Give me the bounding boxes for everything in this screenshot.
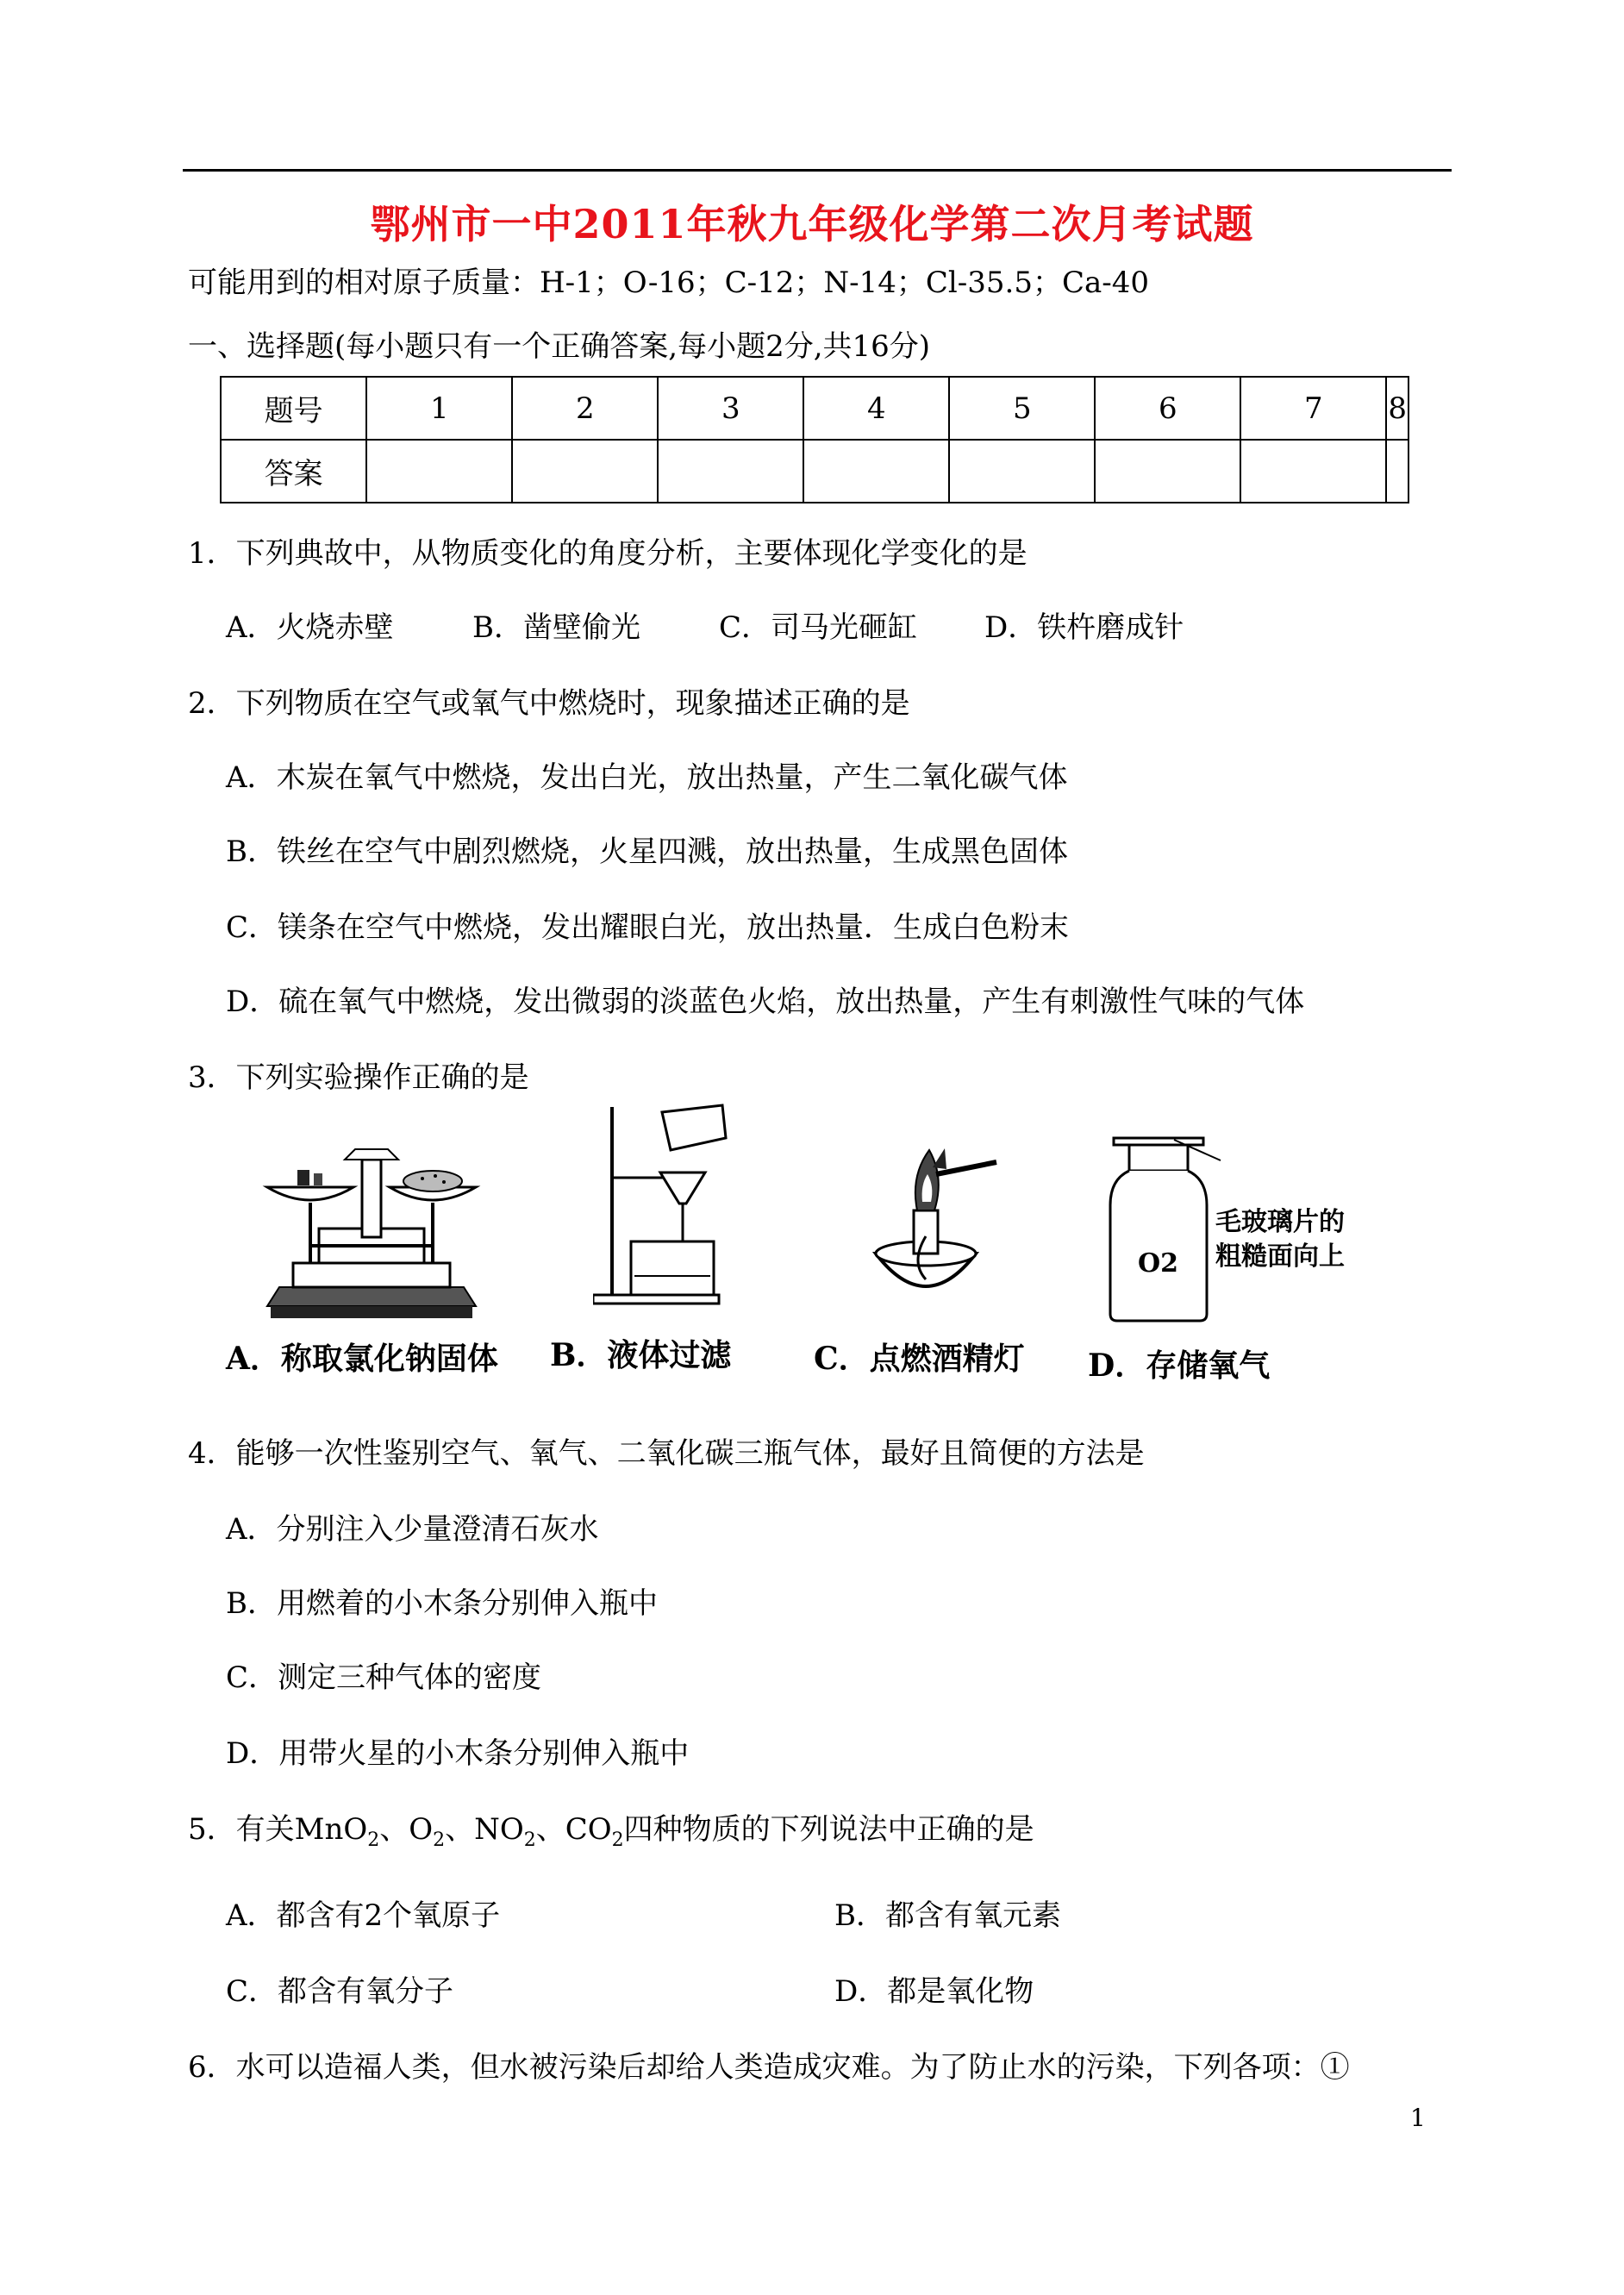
table-cell: 1 bbox=[366, 377, 512, 440]
pointer-line bbox=[1172, 1138, 1224, 1164]
q2-option-c: C．镁条在空气中燃烧，发出耀眼白光，放出热量．生成白色粉末 bbox=[226, 910, 1070, 945]
answer-table bbox=[220, 376, 1409, 503]
table-cell: 7 bbox=[1240, 377, 1386, 440]
page-number: 1 bbox=[1410, 2104, 1426, 2132]
question-3-stem: 3．下列实验操作正确的是 bbox=[188, 1060, 529, 1095]
top-rule bbox=[183, 169, 1452, 172]
q1-option-a: A．火烧赤壁 bbox=[226, 610, 394, 645]
table-cell: 3 bbox=[658, 377, 803, 440]
answer-cell[interactable] bbox=[949, 440, 1095, 503]
alcohol-lamp-figure bbox=[850, 1124, 1002, 1319]
answer-cell[interactable] bbox=[803, 440, 949, 503]
q4-option-d: D．用带火星的小木条分别伸入瓶中 bbox=[226, 1736, 690, 1771]
section-heading: 一、选择题(每小题只有一个正确答案,每小题2分,共16分) bbox=[188, 329, 931, 364]
page-title: 鄂州市一中2011年秋九年级化学第二次月考试题 bbox=[370, 201, 1254, 247]
answer-cell[interactable] bbox=[366, 440, 512, 503]
balance-scale-figure bbox=[259, 1134, 484, 1325]
q2-option-b: B．铁丝在空气中剧烈燃烧，火星四溅，放出热量，生成黑色固体 bbox=[226, 835, 1068, 869]
q5-option-a: A．都含有2个氧原子 bbox=[226, 1898, 501, 1933]
question-1-stem: 1．下列典故中，从物质变化的角度分析，主要体现化学变化的是 bbox=[188, 536, 1027, 571]
q2-option-a: A．木炭在氧气中燃烧，发出白光，放出热量，产生二氧化碳气体 bbox=[226, 760, 1068, 795]
q1-option-c: C．司马光砸缸 bbox=[719, 610, 918, 645]
table-cell: 6 bbox=[1095, 377, 1240, 440]
table-cell: 8 bbox=[1386, 377, 1409, 440]
answer-cell[interactable] bbox=[658, 440, 803, 503]
q4-option-a: A．分别注入少量澄清石灰水 bbox=[226, 1512, 599, 1547]
answer-cell[interactable] bbox=[1095, 440, 1240, 503]
question-2-stem: 2．下列物质在空气或氧气中燃烧时，现象描述正确的是 bbox=[188, 686, 910, 721]
fig-caption-d: D．存储氧气 bbox=[1088, 1348, 1271, 1384]
fig-caption-b: B．液体过滤 bbox=[550, 1337, 732, 1373]
table-cell: 5 bbox=[949, 377, 1095, 440]
atomic-masses: 可能用到的相对原子质量：H-1；O-16；C-12；N-14；Cl-35.5；Ca-40 bbox=[188, 266, 1150, 300]
glass-label-1: 毛玻璃片的 bbox=[1215, 1207, 1345, 1237]
q4-option-b: B．用燃着的小木条分别伸入瓶中 bbox=[226, 1586, 658, 1621]
q5-option-b: B．都含有氧元素 bbox=[834, 1898, 1061, 1933]
q1-option-d: D．铁杵磨成针 bbox=[984, 610, 1184, 645]
answer-cell[interactable] bbox=[512, 440, 658, 503]
glass-label-2: 粗糙面向上 bbox=[1215, 1241, 1345, 1272]
filtration-figure bbox=[593, 1104, 735, 1309]
q4-option-c: C．测定三种气体的密度 bbox=[226, 1660, 542, 1695]
question-6-stem: 6．水可以造福人类，但水被污染后却给人类造成灾难。为了防止水的污染，下列各项：① bbox=[188, 2050, 1350, 2085]
question-5-stem: 5．有关MnO$_2$、$O_2$、$NO_2$、$CO_2$四种物质的下列说法中正确的是 bbox=[188, 1812, 1034, 1851]
question-4-stem: 4．能够一次性鉴别空气、氧气、二氧化碳三瓶气体，最好且简便的方法是 bbox=[188, 1436, 1145, 1471]
table-cell: 2 bbox=[512, 377, 658, 440]
gas-bottle-figure bbox=[1105, 1136, 1212, 1324]
q1-option-b: B．凿壁偷光 bbox=[472, 610, 640, 645]
table-header-cell: 答案 bbox=[221, 440, 366, 503]
table-cell: 4 bbox=[803, 377, 949, 440]
table-header-cell: 题号 bbox=[221, 377, 366, 440]
fig-caption-c: C．点燃酒精灯 bbox=[814, 1341, 1025, 1377]
answer-cell[interactable] bbox=[1386, 440, 1409, 503]
q5-option-c: C．都含有氧分子 bbox=[226, 1974, 454, 2009]
q5-option-d: D．都是氧化物 bbox=[834, 1974, 1034, 2009]
fig-caption-a: A．称取氯化钠固体 bbox=[226, 1341, 498, 1377]
answer-cell[interactable] bbox=[1240, 440, 1386, 503]
o2-label: O2 bbox=[1138, 1248, 1179, 1279]
q2-option-d: D．硫在氧气中燃烧，发出微弱的淡蓝色火焰，放出热量，产生有刺激性气味的气体 bbox=[226, 985, 1305, 1019]
